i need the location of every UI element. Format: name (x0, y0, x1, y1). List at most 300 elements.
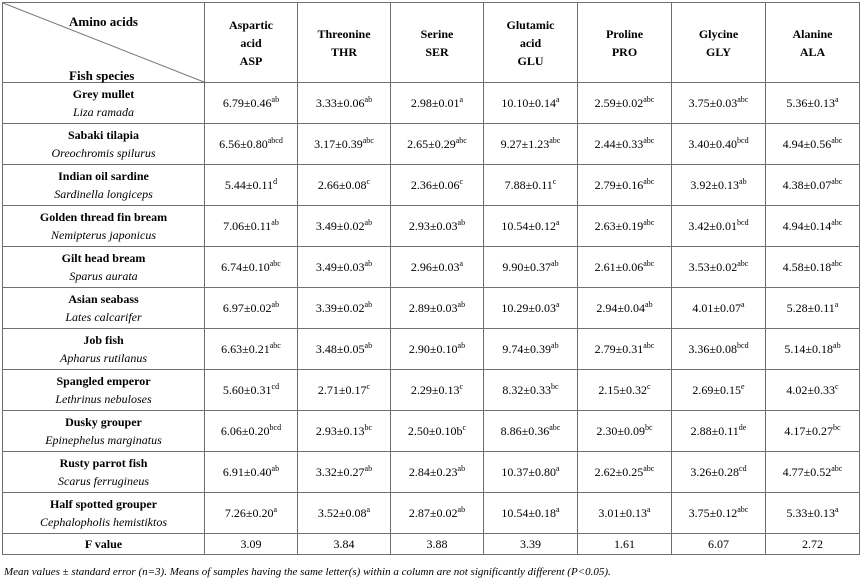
mean-se: 2.79±0.31 (594, 342, 644, 356)
mean-se: 4.94±0.14 (782, 219, 832, 233)
significance-letters: abc (269, 341, 281, 350)
mean-se: 2.93±0.03 (408, 219, 458, 233)
value-cell (391, 452, 484, 493)
value-cell (391, 493, 484, 534)
corner-label-fish-species: Fish species (69, 68, 135, 83)
value-cell (484, 288, 578, 329)
significance-letters: abc (643, 259, 655, 268)
value-cell (672, 493, 766, 534)
significance-letters: a (556, 464, 560, 473)
column-header-line1: Alanine (792, 26, 833, 41)
value-cell (484, 247, 578, 288)
value-cell (578, 493, 672, 534)
significance-letters: a (366, 505, 371, 514)
significance-letters: ab (457, 300, 466, 309)
significance-letters: c (552, 177, 557, 186)
species-common-name: Golden thread fin bream (39, 210, 168, 224)
mean-se: 6.91±0.40 (222, 465, 272, 479)
f-value-row (3, 534, 860, 555)
species-scientific-name: Lates calcarifer (65, 310, 142, 324)
mean-se: 6.56±0.80 (219, 137, 268, 151)
mean-se: 8.86±0.36 (500, 424, 550, 438)
significance-letters: abc (831, 136, 843, 145)
species-cell (3, 329, 205, 370)
significance-letters: ab (271, 95, 280, 104)
mean-se: 2.84±0.23 (408, 465, 458, 479)
mean-se: 9.90±0.37 (502, 260, 552, 274)
significance-letters: a (835, 505, 839, 514)
value-cell (766, 452, 860, 493)
value-cell (298, 452, 391, 493)
species-cell (3, 288, 205, 329)
value-cell (205, 329, 298, 370)
mean-se: 3.39±0.02 (315, 301, 365, 315)
species-scientific-name: Lethrinus nebuloses (55, 392, 152, 406)
mean-se: 5.44±0.11 (224, 178, 274, 192)
value-cell (484, 370, 578, 411)
species-common-name: Job fish (83, 333, 124, 347)
value-cell (298, 247, 391, 288)
table-row (3, 83, 860, 124)
mean-se: 2.87±0.02 (408, 506, 458, 520)
mean-se: 9.74±0.39 (502, 342, 552, 356)
f-value-label: F value (3, 534, 205, 555)
column-header-line1: Glutamic (506, 17, 555, 32)
significance-letters: a (556, 505, 560, 514)
significance-letters: abc (455, 136, 467, 145)
table-row (3, 247, 860, 288)
mean-se: 2.44±0.33 (594, 137, 644, 151)
significance-letters: a (556, 300, 560, 309)
significance-letters: ab (551, 341, 559, 350)
mean-se: 2.66±0.08 (317, 178, 367, 192)
table-row (3, 165, 860, 206)
significance-letters: ab (645, 300, 653, 309)
significance-letters: c (459, 382, 464, 391)
significance-letters: ab (364, 259, 373, 268)
significance-letters: abc (549, 136, 561, 145)
mean-se: 2.36±0.06 (410, 178, 460, 192)
value-cell (298, 370, 391, 411)
value-cell (298, 288, 391, 329)
mean-se: 3.01±0.13 (598, 506, 648, 520)
column-header-abbr: PRO (611, 44, 638, 59)
value-cell (672, 452, 766, 493)
significance-letters: bcd (737, 136, 749, 145)
column-header-thr (298, 3, 391, 83)
value-cell (205, 288, 298, 329)
species-scientific-name: Nemipterus japonicus (51, 228, 156, 242)
significance-letters: ab (271, 464, 280, 473)
significance-letters: ab (457, 218, 466, 227)
species-scientific-name: Apharus rutilanus (59, 351, 147, 365)
value-cell (391, 83, 484, 124)
mean-se: 2.61±0.06 (594, 260, 644, 274)
significance-letters: abc (643, 95, 655, 104)
species-common-name: Sabaki tilapia (67, 128, 140, 142)
significance-letters: cd (739, 464, 747, 473)
value-cell (205, 165, 298, 206)
value-cell (391, 206, 484, 247)
significance-letters: cd (271, 382, 280, 391)
significance-letters: abc (831, 218, 843, 227)
column-header-glu (484, 3, 578, 83)
value-cell (298, 411, 391, 452)
f-value-cell: 3.88 (391, 534, 484, 555)
significance-letters: ab (364, 95, 373, 104)
value-cell (484, 411, 578, 452)
value-cell (672, 124, 766, 165)
header-row (3, 3, 860, 83)
value-cell (672, 329, 766, 370)
mean-se: 10.37±0.80 (501, 465, 557, 479)
mean-se: 6.63±0.21 (221, 342, 270, 356)
f-value-cell: 3.84 (298, 534, 391, 555)
column-header-asp (205, 3, 298, 83)
species-cell (3, 165, 205, 206)
f-value-cell: 3.39 (484, 534, 578, 555)
mean-se: 10.54±0.12 (501, 219, 557, 233)
significance-letters: ab (271, 218, 279, 227)
significance-letters: abc (643, 341, 655, 350)
mean-se: 3.32±0.27 (315, 465, 365, 479)
significance-letters: ab (364, 341, 373, 350)
significance-letters: a (459, 259, 464, 268)
mean-se: 3.52±0.08 (317, 506, 367, 520)
significance-letters: d (273, 177, 278, 186)
value-cell (766, 247, 860, 288)
mean-se: 3.49±0.02 (315, 219, 365, 233)
mean-se: 2.65±0.29 (407, 137, 456, 151)
value-cell (766, 329, 860, 370)
value-cell (766, 493, 860, 534)
value-cell (484, 452, 578, 493)
mean-se: 4.38±0.07 (782, 178, 832, 192)
mean-se: 2.79±0.16 (594, 178, 644, 192)
mean-se: 10.29±0.03 (501, 301, 557, 315)
value-cell (672, 206, 766, 247)
mean-se: 3.75±0.03 (688, 96, 738, 110)
significance-letters: de (738, 423, 747, 432)
table-row (3, 206, 860, 247)
table-row (3, 493, 860, 534)
column-header-line2: acid (519, 35, 542, 50)
significance-letters: ab (364, 300, 373, 309)
significance-letters: ab (833, 341, 841, 350)
value-cell (391, 288, 484, 329)
value-cell (578, 165, 672, 206)
value-cell (484, 83, 578, 124)
species-cell (3, 83, 205, 124)
significance-letters: c (366, 382, 371, 391)
mean-se: 2.71±0.17 (317, 383, 367, 397)
mean-se: 4.77±0.52 (782, 465, 832, 479)
significance-letters: ab (457, 341, 466, 350)
significance-letters: ab (457, 505, 466, 514)
mean-se: 7.06±0.11 (223, 219, 272, 233)
f-value-cell: 3.09 (205, 534, 298, 555)
mean-se: 2.29±0.13 (410, 383, 460, 397)
significance-letters: ab (457, 464, 466, 473)
value-cell (484, 124, 578, 165)
significance-letters: a (741, 300, 745, 309)
value-cell (766, 206, 860, 247)
mean-se: 3.40±0.40 (688, 137, 738, 151)
value-cell (298, 124, 391, 165)
mean-se: 2.30±0.09 (596, 424, 646, 438)
species-common-name: Asian seabass (68, 292, 139, 306)
mean-se: 5.33±0.13 (786, 506, 836, 520)
value-cell (766, 370, 860, 411)
value-cell (578, 329, 672, 370)
species-cell (3, 370, 205, 411)
value-cell (391, 124, 484, 165)
value-cell (391, 165, 484, 206)
mean-se: 9.27±1.23 (500, 137, 550, 151)
table-row (3, 124, 860, 165)
value-cell (578, 288, 672, 329)
value-cell (578, 124, 672, 165)
value-cell (672, 370, 766, 411)
value-cell (298, 206, 391, 247)
mean-se: 4.58±0.18 (782, 260, 832, 274)
value-cell (391, 370, 484, 411)
significance-letters: c (647, 382, 651, 391)
mean-se: 2.88±0.11 (690, 424, 739, 438)
value-cell (578, 370, 672, 411)
species-cell (3, 247, 205, 288)
mean-se: 3.17±0.39 (314, 137, 363, 151)
corner-cell (3, 3, 205, 83)
significance-letters: bc (833, 423, 841, 432)
species-scientific-name: Oreochromis spilurus (51, 146, 156, 160)
value-cell (766, 288, 860, 329)
significance-letters: c (835, 382, 839, 391)
value-cell (391, 329, 484, 370)
species-common-name: Gilt head bream (61, 251, 146, 265)
species-scientific-name: Sparus aurata (69, 269, 138, 283)
species-cell (3, 124, 205, 165)
column-header-ser (391, 3, 484, 83)
mean-se: 5.28±0.11 (786, 301, 835, 315)
significance-letters: abc (643, 464, 655, 473)
significance-letters: abc (643, 218, 655, 227)
significance-letters: abc (549, 423, 561, 432)
significance-letters: abc (643, 136, 655, 145)
species-common-name: Indian oil sardine (58, 169, 149, 183)
mean-se: 5.14±0.18 (784, 342, 834, 356)
value-cell (672, 411, 766, 452)
species-scientific-name: Sardinella longiceps (54, 187, 153, 201)
mean-se: 3.92±0.13 (690, 178, 740, 192)
significance-letters: bc (551, 382, 559, 391)
mean-se: 8.32±0.33 (502, 383, 552, 397)
species-common-name: Rusty parrot fish (59, 456, 148, 470)
significance-letters: ab (364, 464, 373, 473)
significance-letters: bcd (269, 423, 282, 432)
table-row (3, 452, 860, 493)
mean-se: 3.26±0.28 (690, 465, 740, 479)
value-cell (205, 206, 298, 247)
value-cell (205, 493, 298, 534)
footnote: Mean values ± standard error (n=3). Means of samples having the same letter(s) within a column are not significantly different (P<0.05). (4, 566, 611, 578)
mean-se: 3.33±0.06 (315, 96, 365, 110)
species-scientific-name: Liza ramada (72, 105, 134, 119)
mean-se: 2.90±0.10 (408, 342, 458, 356)
mean-se: 2.96±0.03 (410, 260, 460, 274)
value-cell (298, 329, 391, 370)
value-cell (672, 288, 766, 329)
mean-se: 2.59±0.02 (594, 96, 644, 110)
significance-letters: ab (364, 218, 373, 227)
mean-se: 2.98±0.01 (410, 96, 460, 110)
significance-letters: a (556, 95, 560, 104)
column-header-abbr: GLU (517, 53, 544, 68)
table-row (3, 370, 860, 411)
value-cell (391, 411, 484, 452)
significance-letters: a (834, 300, 839, 309)
mean-se: 5.36±0.13 (786, 96, 836, 110)
value-cell (205, 370, 298, 411)
significance-letters: ab (271, 300, 280, 309)
value-cell (484, 329, 578, 370)
value-cell (766, 165, 860, 206)
significance-letters: abc (831, 259, 843, 268)
species-common-name: Grey mullet (72, 87, 135, 101)
value-cell (484, 493, 578, 534)
value-cell (205, 452, 298, 493)
amino-acid-table (2, 2, 860, 555)
value-cell (205, 411, 298, 452)
value-cell (484, 206, 578, 247)
species-common-name: Dusky grouper (65, 415, 142, 429)
significance-letters: a (459, 95, 464, 104)
mean-se: 6.74±0.10 (221, 260, 270, 274)
mean-se: 6.06±0.20 (220, 424, 270, 438)
column-header-gly (672, 3, 766, 83)
corner-label-amino-acids: Amino acids (69, 14, 138, 29)
column-header-abbr: ASP (239, 53, 263, 68)
value-cell (578, 247, 672, 288)
significance-letters: bc (364, 423, 373, 432)
column-header-line1: Serine (420, 26, 454, 41)
significance-letters: a (273, 505, 278, 514)
mean-se: 3.48±0.05 (315, 342, 365, 356)
significance-letters: c (462, 423, 467, 432)
mean-se: 3.42±0.01 (688, 219, 738, 233)
table-row (3, 411, 860, 452)
f-value-cell: 2.72 (766, 534, 860, 555)
mean-se: 4.01±0.07 (692, 301, 742, 315)
significance-letters: a (556, 218, 560, 227)
value-cell (205, 124, 298, 165)
value-cell (578, 206, 672, 247)
significance-letters: abc (643, 177, 655, 186)
mean-se: 3.49±0.03 (315, 260, 365, 274)
column-header-line1: Proline (605, 26, 644, 41)
mean-se: 2.94±0.04 (596, 301, 646, 315)
significance-letters: abcd (267, 136, 283, 145)
species-cell (3, 411, 205, 452)
f-value-cell: 1.61 (578, 534, 672, 555)
significance-letters: abc (737, 259, 749, 268)
mean-se: 5.60±0.31 (222, 383, 272, 397)
significance-letters: ab (739, 177, 747, 186)
significance-letters: abc (831, 177, 843, 186)
column-header-line1: Glycine (698, 26, 739, 41)
significance-letters: ab (551, 259, 559, 268)
mean-se: 2.15±0.32 (598, 383, 648, 397)
value-cell (205, 247, 298, 288)
column-header-pro (578, 3, 672, 83)
value-cell (766, 411, 860, 452)
mean-se: 4.94±0.56 (782, 137, 832, 151)
mean-se: 4.17±0.27 (784, 424, 834, 438)
species-scientific-name: Scarus ferrugineus (58, 474, 149, 488)
significance-letters: abc (737, 505, 749, 514)
mean-se: 6.79±0.46 (222, 96, 272, 110)
value-cell (298, 493, 391, 534)
value-cell (205, 83, 298, 124)
value-cell (391, 247, 484, 288)
column-header-line1: Threonine (317, 26, 371, 41)
value-cell (578, 452, 672, 493)
species-cell (3, 452, 205, 493)
value-cell (766, 83, 860, 124)
significance-letters: abc (831, 464, 843, 473)
significance-letters: c (459, 177, 464, 186)
species-common-name: Spangled emperor (56, 374, 151, 388)
value-cell (766, 124, 860, 165)
f-value-cell: 6.07 (672, 534, 766, 555)
mean-se: 2.93±0.13 (315, 424, 365, 438)
significance-letters: e (741, 382, 745, 391)
value-cell (672, 83, 766, 124)
significance-letters: bcd (737, 341, 749, 350)
table-row (3, 329, 860, 370)
significance-letters: c (366, 177, 371, 186)
mean-se: 7.88±0.11 (504, 178, 553, 192)
significance-letters: a (835, 95, 839, 104)
column-header-abbr: SER (425, 44, 449, 59)
significance-letters: a (647, 505, 651, 514)
mean-se: 2.63±0.19 (594, 219, 644, 233)
mean-se: 2.50±0.10b (407, 424, 463, 438)
significance-letters: abc (269, 259, 281, 268)
column-header-ala (766, 3, 860, 83)
significance-letters: bcd (737, 218, 749, 227)
value-cell (298, 83, 391, 124)
column-header-abbr: GLY (706, 44, 731, 59)
value-cell (672, 165, 766, 206)
significance-letters: abc (362, 136, 374, 145)
mean-se: 10.54±0.18 (501, 506, 557, 520)
mean-se: 7.26±0.20 (224, 506, 274, 520)
column-header-line2: acid (240, 35, 262, 50)
species-scientific-name: Cephalopholis hemistiktos (40, 515, 167, 529)
mean-se: 2.89±0.03 (408, 301, 458, 315)
significance-letters: bc (645, 423, 653, 432)
value-cell (484, 165, 578, 206)
species-common-name: Half spotted grouper (49, 497, 158, 511)
mean-se: 3.36±0.08 (688, 342, 738, 356)
value-cell (672, 247, 766, 288)
value-cell (578, 83, 672, 124)
table-row (3, 288, 860, 329)
significance-letters: abc (737, 95, 749, 104)
mean-se: 3.53±0.02 (688, 260, 738, 274)
column-header-abbr: ALA (799, 44, 826, 59)
